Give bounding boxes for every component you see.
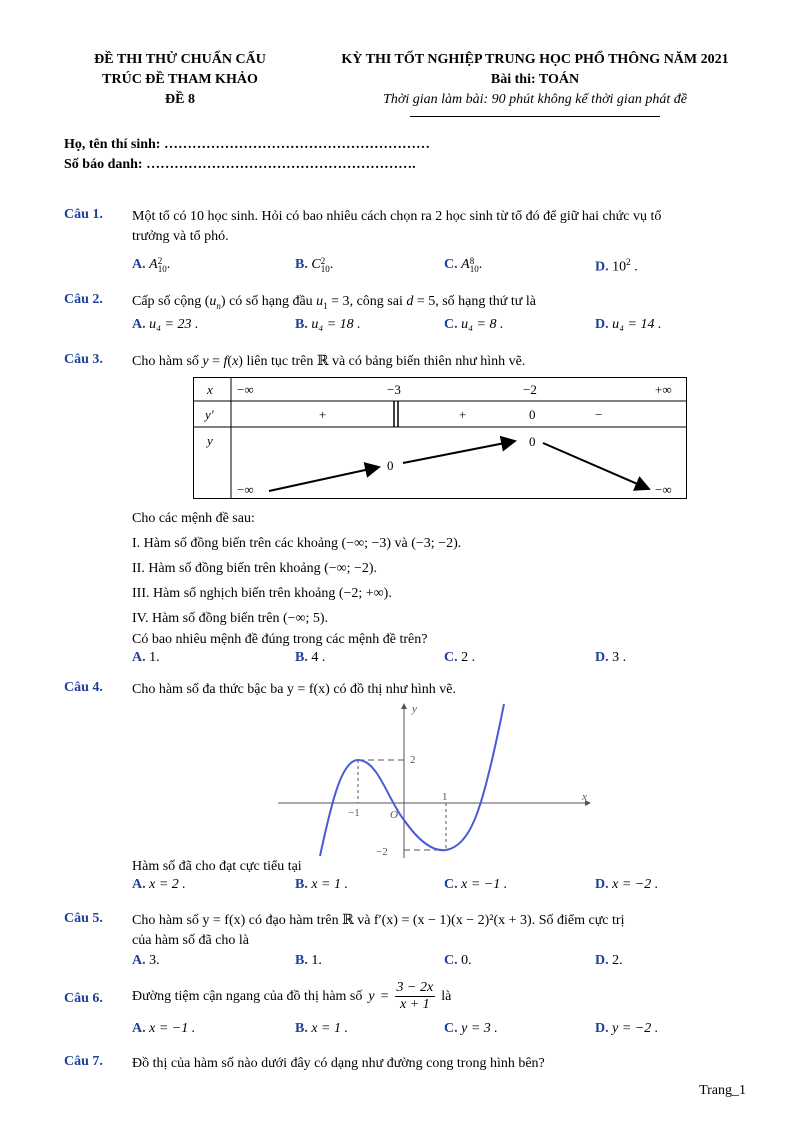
q5-label: Câu 5. bbox=[64, 911, 103, 926]
q1-text-line2: trưởng và tổ phó. bbox=[132, 229, 229, 244]
q5-option-c[interactable]: C. 0. bbox=[444, 953, 472, 968]
q4-label: Câu 4. bbox=[64, 680, 103, 695]
table-y-neg-inf-right: −∞ bbox=[655, 482, 672, 497]
origin-label: O bbox=[390, 809, 398, 821]
q4-question: Hàm số đã cho đạt cực tiểu tại bbox=[132, 859, 302, 874]
table-x-label: x bbox=[207, 382, 213, 397]
table-x-neg3: −3 bbox=[387, 382, 401, 397]
header-left-line2: TRÚC ĐỀ THAM KHẢO bbox=[102, 72, 258, 87]
q6-option-d[interactable]: D. y = −2 . bbox=[595, 1021, 659, 1036]
q2-option-b[interactable]: B. u₄ = 18 . bbox=[295, 317, 361, 332]
exam-source-header bbox=[60, 50, 300, 110]
table-arrow-up-1 bbox=[269, 467, 379, 491]
q3-option-a[interactable]: A. 1. bbox=[132, 650, 160, 665]
exam-title: KỲ THI TỐT NGHIỆP TRUNG HỌC PHỔ THÔNG NĂM 2021 bbox=[341, 52, 729, 67]
q3-intro: Cho các mệnh đề sau: bbox=[132, 511, 255, 526]
q3-statement-2: II. Hàm số đồng biến trên khoảng (−∞; −2). bbox=[132, 561, 378, 576]
q2-option-a[interactable]: A. u₄ = 23 . bbox=[132, 317, 199, 332]
table-yprime-label: y' bbox=[205, 407, 214, 422]
q6-option-b[interactable]: B. x = 1 . bbox=[295, 1021, 349, 1036]
q2-text: Cấp số cộng $(u_n)$ có số hạng đầu $u_1 = 3$, công sai d = 5, số hạng thứ tư là bbox=[132, 294, 536, 311]
q1-option-d[interactable]: D. $10^2$ . bbox=[595, 257, 638, 275]
q1-option-c[interactable]: C. A 8 10 . bbox=[444, 256, 483, 274]
q3-text: Cho hàm số y = f(x) liên tục trên ℝ và có bảng biến thiên như hình vẽ. bbox=[132, 354, 526, 369]
table-sign-1: + bbox=[319, 407, 327, 422]
variation-table bbox=[193, 377, 687, 499]
q7-text: Đồ thị của hàm số nào dưới đây có dạng như đường cong trong hình bên? bbox=[132, 1056, 545, 1071]
header-left-line1: ĐỀ THI THỬ CHUẨN CẤU bbox=[94, 52, 266, 67]
q4-text: Cho hàm số đa thức bậc ba y = f(x) có đồ thị như hình vẽ. bbox=[132, 682, 457, 697]
header-left-line3: ĐỀ 8 bbox=[165, 92, 195, 107]
candidate-id-line: Số báo danh: …………………………………………………. bbox=[64, 157, 416, 172]
q7-label: Câu 7. bbox=[64, 1054, 103, 1069]
q6-text: Đường tiệm cận ngang của đồ thị hàm số y = 3 − 2x x + 1 là bbox=[132, 980, 452, 1012]
q3-statement-1: I. Hàm số đồng biến trên các khoảng (−∞; −3) và (−3; −2). bbox=[132, 536, 462, 551]
page-number: Trang_1 bbox=[699, 1083, 746, 1098]
table-sign-2: + bbox=[459, 407, 467, 422]
q3-label: Câu 3. bbox=[64, 352, 103, 367]
q6-option-c[interactable]: C. y = 3 . bbox=[444, 1021, 498, 1036]
header-underline bbox=[410, 116, 660, 117]
q3-question: Có bao nhiêu mệnh đề đúng trong các mệnh đề trên? bbox=[132, 632, 428, 647]
exam-duration: Thời gian làm bài: 90 phút không kể thời gian phát đề bbox=[383, 92, 687, 107]
q2-option-d[interactable]: D. u₄ = 14 . bbox=[595, 317, 662, 332]
q4-option-a[interactable]: A. x = 2 . bbox=[132, 877, 186, 892]
tick-1: 1 bbox=[442, 791, 448, 803]
q5-option-b[interactable]: B. 1. bbox=[295, 953, 322, 968]
table-arrow-up-2 bbox=[403, 441, 515, 463]
tick-neg2: −2 bbox=[376, 846, 388, 858]
exam-subject: Bài thi: TOÁN bbox=[490, 72, 580, 87]
q3-option-c[interactable]: C. 2 . bbox=[444, 650, 476, 665]
q6-label: Câu 6. bbox=[64, 991, 103, 1006]
table-y-zero-2: 0 bbox=[529, 434, 536, 449]
q2-option-c[interactable]: C. u₄ = 8 . bbox=[444, 317, 504, 332]
table-y-neg-inf-left: −∞ bbox=[237, 482, 254, 497]
q3-statements bbox=[132, 506, 752, 631]
q1-option-a[interactable]: A. A 2 10 . bbox=[132, 256, 171, 274]
q5-text bbox=[132, 911, 752, 951]
table-y-label: y bbox=[207, 433, 213, 448]
q3-statement-4: IV. Hàm số đồng biến trên (−∞; 5). bbox=[132, 611, 329, 626]
q3-option-d[interactable]: D. 3 . bbox=[595, 650, 627, 665]
q6-option-a[interactable]: A. x = −1 . bbox=[132, 1021, 196, 1036]
q1-option-b[interactable]: B. C 2 10 . bbox=[295, 256, 334, 274]
q1-text-line1: Một tổ có 10 học sinh. Hỏi có bao nhiêu cách chọn ra 2 học sinh từ tổ đó để giữ hai chức vụ tổ bbox=[132, 209, 662, 224]
tick-2: 2 bbox=[410, 754, 416, 766]
exam-title-header bbox=[300, 50, 770, 110]
cubic-curve bbox=[320, 704, 504, 856]
table-sign-3: − bbox=[595, 407, 603, 422]
q5-option-d[interactable]: D. 2. bbox=[595, 953, 623, 968]
table-arrow-down bbox=[543, 443, 649, 489]
q4-option-d[interactable]: D. x = −2 . bbox=[595, 877, 659, 892]
table-x-neg-inf: −∞ bbox=[237, 382, 254, 397]
q4-option-c[interactable]: C. x = −1 . bbox=[444, 877, 508, 892]
q2-label: Câu 2. bbox=[64, 292, 103, 307]
x-axis-label: x bbox=[582, 791, 587, 803]
q5-text-line2: của hàm số đã cho là bbox=[132, 933, 250, 948]
q5-text-line1: Cho hàm số y = f(x) có đạo hàm trên ℝ và f′(x) = (x − 1)(x − 2)²(x + 3). Số điểm cực trị bbox=[132, 913, 625, 928]
y-axis-label: y bbox=[412, 703, 417, 715]
table-x-neg2: −2 bbox=[523, 382, 537, 397]
q5-option-a[interactable]: A. 3. bbox=[132, 953, 160, 968]
q3-statement-3: III. Hàm số nghịch biến trên khoảng (−2; +∞). bbox=[132, 586, 392, 601]
q4-option-b[interactable]: B. x = 1 . bbox=[295, 877, 349, 892]
cubic-graph bbox=[270, 700, 610, 860]
table-sign-zero: 0 bbox=[529, 407, 536, 422]
table-y-zero-1: 0 bbox=[387, 458, 394, 473]
candidate-name-line: Họ, tên thí sinh: ………………………………………………… bbox=[64, 137, 430, 152]
q3-option-b[interactable]: B. 4 . bbox=[295, 650, 326, 665]
tick-neg1: −1 bbox=[348, 807, 360, 819]
q1-label: Câu 1. bbox=[64, 207, 103, 222]
table-x-pos-inf: +∞ bbox=[655, 382, 672, 397]
q1-text bbox=[132, 207, 752, 247]
q6-fraction: 3 − 2x x + 1 bbox=[396, 980, 434, 1012]
